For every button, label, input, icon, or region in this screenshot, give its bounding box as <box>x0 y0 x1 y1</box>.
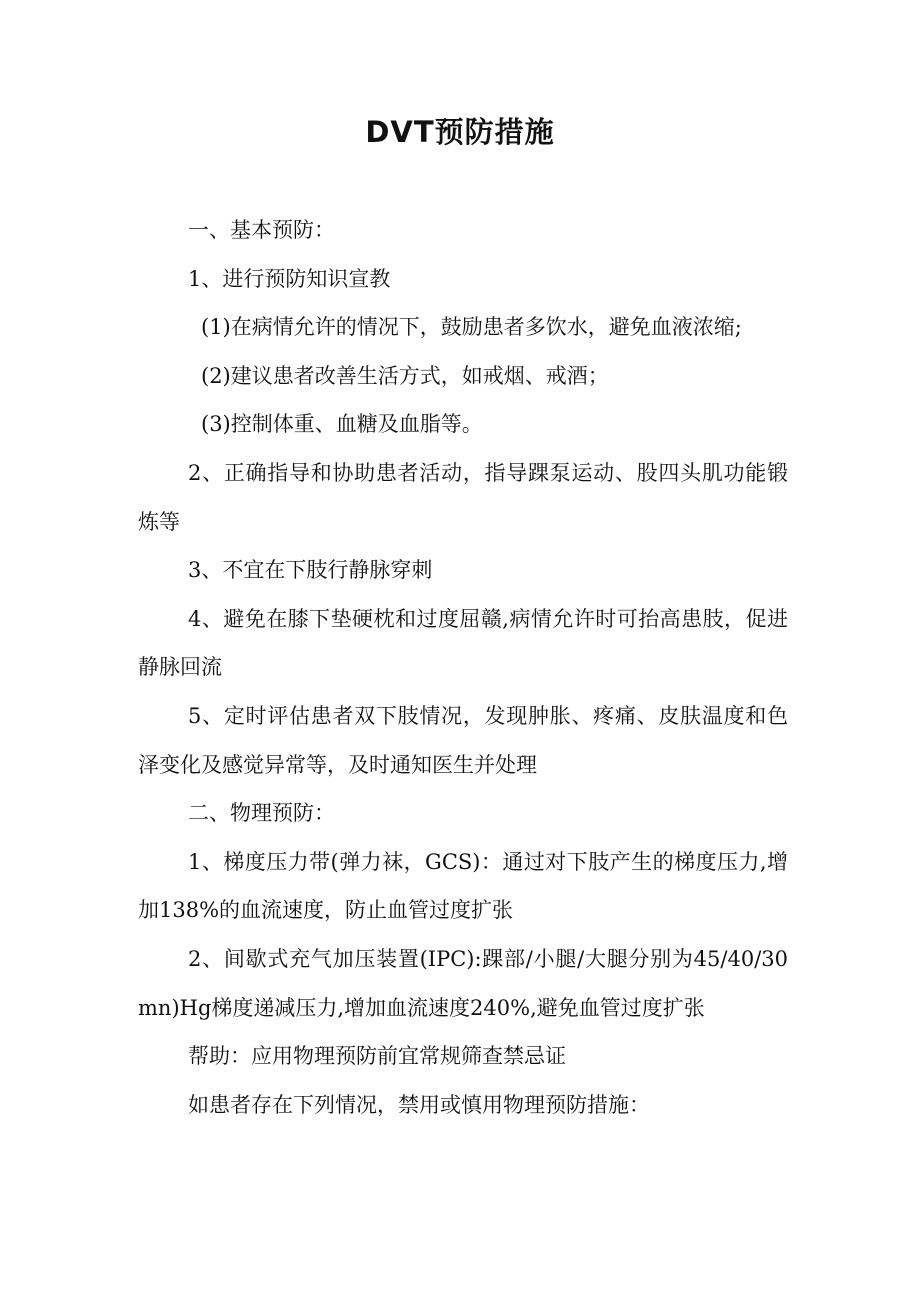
paragraph-help-note: 帮助：应用物理预防前宜常规筛查禁忌证 <box>188 1044 566 1069</box>
paragraph-item-3: 3、不宜在下肢行静脉穿刺 <box>188 558 433 583</box>
paragraph-subitem-2: (2)建议患者改善生活方式，如戒烟、戒酒； <box>201 363 609 388</box>
paragraph-item-2: 2、正确指导和协助患者活动，指导踝泵运动、股四头肌功能锻炼等 <box>138 460 788 534</box>
paragraph-physical-2: 2、间歇式充气加压装置(IPC):踝部/小腿/大腿分别为45/40/30mn)Hg梯度递减压力,增加血流速度240%,避免血管过度扩张 <box>138 946 788 1020</box>
paragraph-item-5: 5、定时评估患者双下肢情况，发现肿胀、疼痛、皮肤温度和色泽变化及感觉异常等，及时通知医生并处理 <box>138 703 788 777</box>
paragraph-physical-1: 1、梯度压力带(弹力袜，GCS)：通过对下肢产生的梯度压力,增加138%的血流速度，防止血管过度扩张 <box>138 849 788 923</box>
paragraph-subitem-3: (3)控制体重、血糖及血脂等。 <box>201 412 483 437</box>
document-body <box>138 206 788 1129</box>
paragraph-subitem-1: (1)在病情允许的情况下，鼓励患者多饮水，避免血液浓缩; <box>201 315 742 340</box>
paragraph-item-4: 4、避免在膝下垫硬枕和过度屈赣,病情允许时可抬高患肢，促进静脉回流 <box>138 606 788 680</box>
paragraph-section-physical: 二、物理预防： <box>188 801 335 826</box>
document-title: DVT预防措施 <box>365 115 555 149</box>
paragraph-item-1: 1、进行预防知识宣教 <box>188 266 391 291</box>
paragraph-contraindication-intro: 如患者存在下列情况，禁用或慎用物理预防措施： <box>188 1092 650 1117</box>
paragraph-section-basic: 一、基本预防： <box>188 218 335 242</box>
